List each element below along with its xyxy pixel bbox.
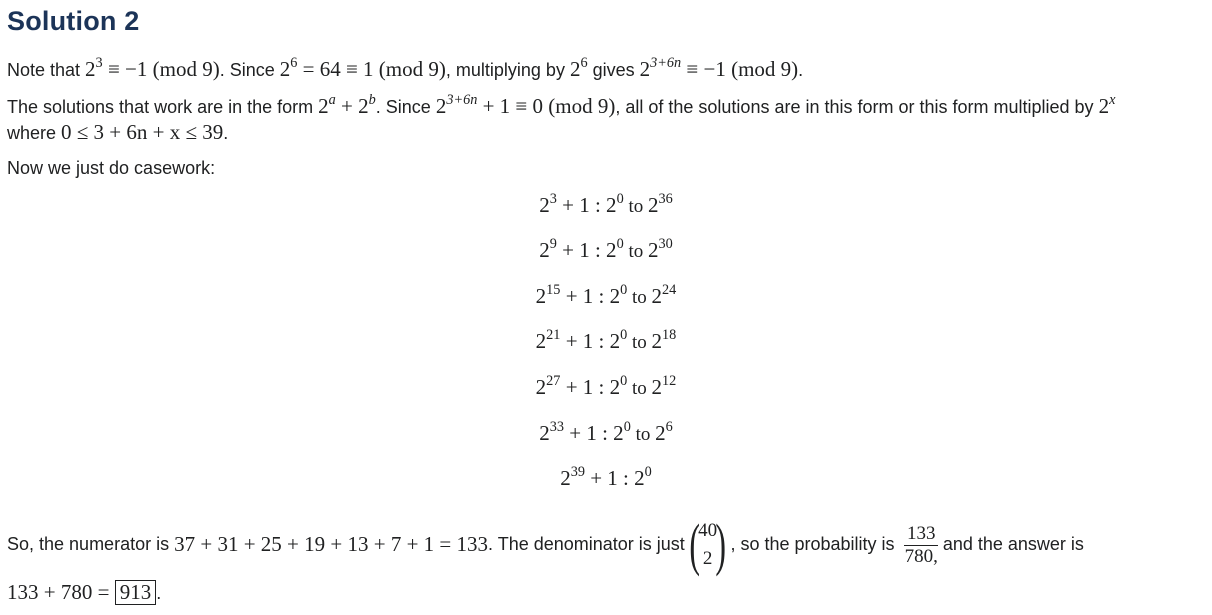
paragraph-casework: Now we just do casework: <box>7 158 216 178</box>
text: , so the probability is <box>730 534 895 555</box>
case-line: $2^3 + 1$ : $2^0$ to $2^{36}$ <box>539 190 673 217</box>
math-expression: $2^6 = 64 \equiv 1$ (mod 9) <box>279 54 446 81</box>
text: The solutions that work are in the form <box>7 97 319 117</box>
text: where <box>7 123 62 143</box>
text: . <box>156 583 162 603</box>
case-line: $2^{39} + 1$ : $2^0$ <box>560 463 652 490</box>
text: . <box>798 60 804 80</box>
binomial-top: 40 <box>698 520 718 542</box>
text: Note that <box>7 60 86 80</box>
paragraph-answer <box>7 580 161 605</box>
text: gives <box>587 60 640 80</box>
text: . The denominator is just <box>488 534 685 555</box>
case-line: $2^9 + 1$ : $2^0$ to $2^{30}$ <box>539 235 673 262</box>
text: and the answer is <box>942 534 1084 555</box>
math-expression: 133 + 780 = <box>7 580 115 604</box>
math-expression: 0 ≤ 3 + 6n + x ≤ 39 <box>61 120 224 144</box>
math-expression: $2^6$ <box>569 54 588 81</box>
fraction-denominator: 780, <box>904 545 938 567</box>
case-line: $2^{21} + 1$ : $2^0$ to $2^{18}$ <box>535 326 677 353</box>
text: . Since <box>219 60 280 80</box>
case-line: $2^{15} + 1$ : $2^0$ to $2^{24}$ <box>535 281 677 308</box>
paragraph-probability <box>7 512 1084 578</box>
math-expression: $2^a + 2^b$ <box>318 91 376 118</box>
math-expression: 37 + 31 + 25 + 19 + 13 + 7 + 1 = 133 <box>174 532 489 557</box>
text: . Since <box>375 97 436 117</box>
math-expression: 2$^x$ <box>1098 91 1116 118</box>
math-expression: $2^3 \equiv -1$ (mod 9) <box>85 54 220 81</box>
text: , multiplying by <box>445 60 570 80</box>
fraction-numerator: 133 <box>904 523 939 546</box>
binomial-coefficient: ( 40 2 ) <box>689 512 727 577</box>
math-expression: $2^{3+6n} \equiv -1$ (mod 9) <box>639 54 799 81</box>
paragraph-mod-intro <box>7 54 804 81</box>
case-line: $2^{27} + 1$ : $2^0$ to $2^{12}$ <box>535 372 677 399</box>
paragraph-solutions-form <box>7 91 1116 118</box>
text: , all of the solutions are in this form or this form multiplied by <box>615 97 1099 117</box>
text: . <box>223 123 229 143</box>
answer-box: 913 <box>115 580 157 605</box>
section-heading: Solution 2 <box>7 6 140 36</box>
binomial-bottom: 2 <box>702 548 713 569</box>
math-expression: $2^{3+6n} + 1 \equiv 0$ (mod 9) <box>435 91 616 118</box>
paragraph-solutions-range <box>7 121 228 144</box>
fraction <box>902 523 941 568</box>
text: So, the numerator is <box>7 534 170 555</box>
case-line: $2^{33} + 1$ : $2^0$ to $2^6$ <box>539 418 673 445</box>
